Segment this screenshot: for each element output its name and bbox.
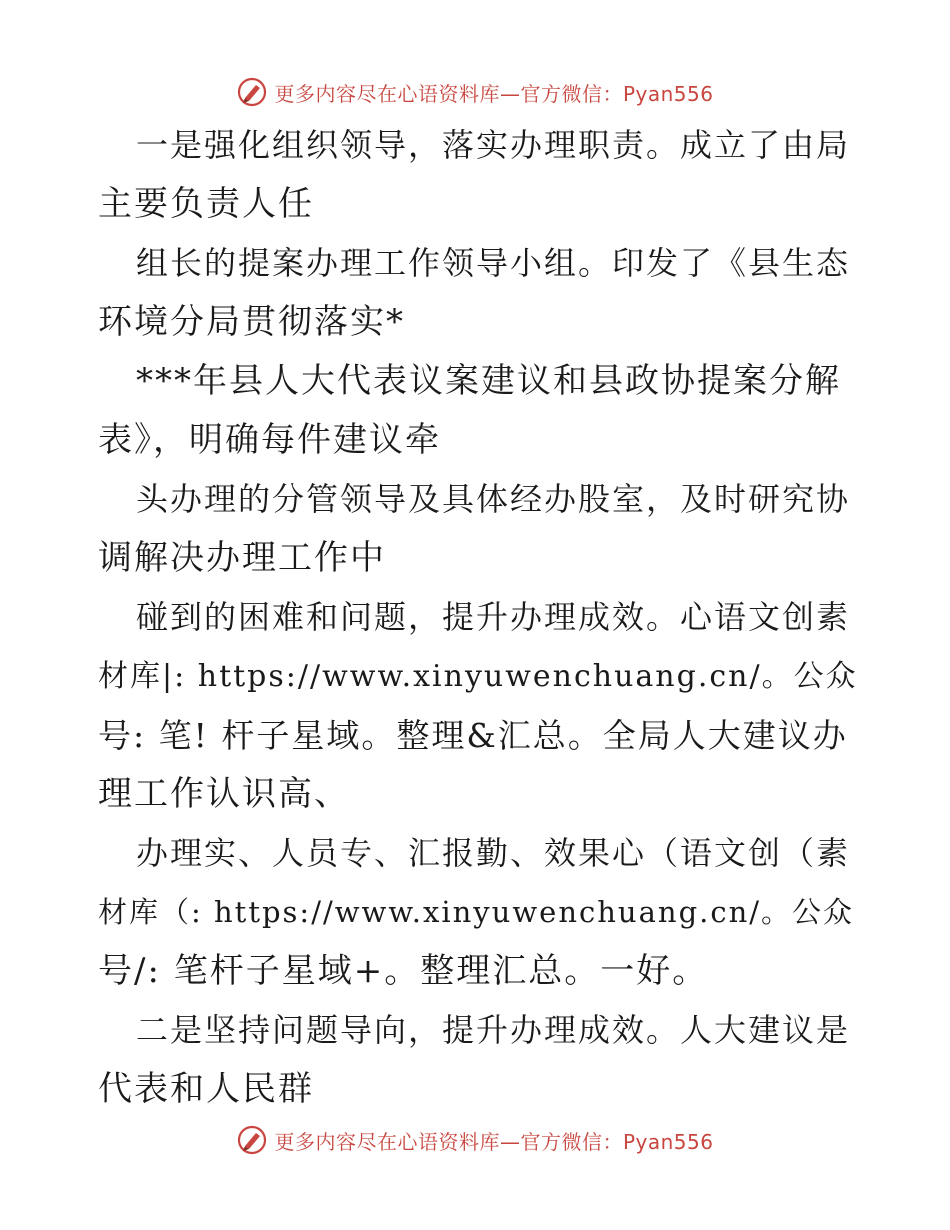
body-line: 环境分局贯彻落实*	[98, 302, 405, 342]
body-line: 表》，明确每件建议牵	[98, 420, 441, 460]
body-line: 办理实、人员专、汇报勤、效果心（语文创（素	[136, 834, 851, 872]
header-banner-text: 更多内容尽在心语资料库—官方微信：Pyan556	[274, 81, 714, 106]
body-line: 碰到的困难和问题，提升办理成效。心语文创素	[136, 598, 851, 636]
body-line: 理工作认识高、	[98, 774, 350, 814]
body-line: 代表和人民群	[98, 1069, 314, 1109]
body-line: 主要负责人任	[98, 184, 314, 224]
body-line: 材库（: https://www.xinyuwenchuang.cn/。公众	[98, 895, 855, 929]
body-line: 号: 笔! 杆子星域。整理&汇总。全局人大建议办	[98, 716, 848, 755]
pen-logo-icon	[236, 76, 268, 108]
body-line: ***年县人大代表议案建议和县政协提案分解	[136, 361, 841, 401]
footer-banner-text: 更多内容尽在心语资料库—官方微信：Pyan556	[274, 1129, 714, 1154]
document-body	[98, 116, 858, 1119]
footer-banner	[0, 1120, 950, 1160]
body-line: 材库|: https://www.xinyuwenchuang.cn/。公众	[98, 659, 858, 694]
body-line: 头办理的分管领导及具体经办股室，及时研究协	[136, 480, 851, 518]
body-line: 二是坚持问题导向，提升办理成效。人大建议是	[136, 1011, 851, 1049]
body-line: 号/: 笔杆子星域+。整理汇总。一好。	[98, 951, 709, 991]
body-line: 调解决办理工作中	[98, 538, 386, 578]
body-line: 一是强化组织领导，落实办理职责。成立了由局	[136, 126, 851, 164]
pen-logo-icon	[236, 1124, 268, 1156]
body-line: 组长的提案办理工作领导小组。印发了《县生态	[136, 244, 851, 282]
header-banner	[0, 72, 950, 112]
